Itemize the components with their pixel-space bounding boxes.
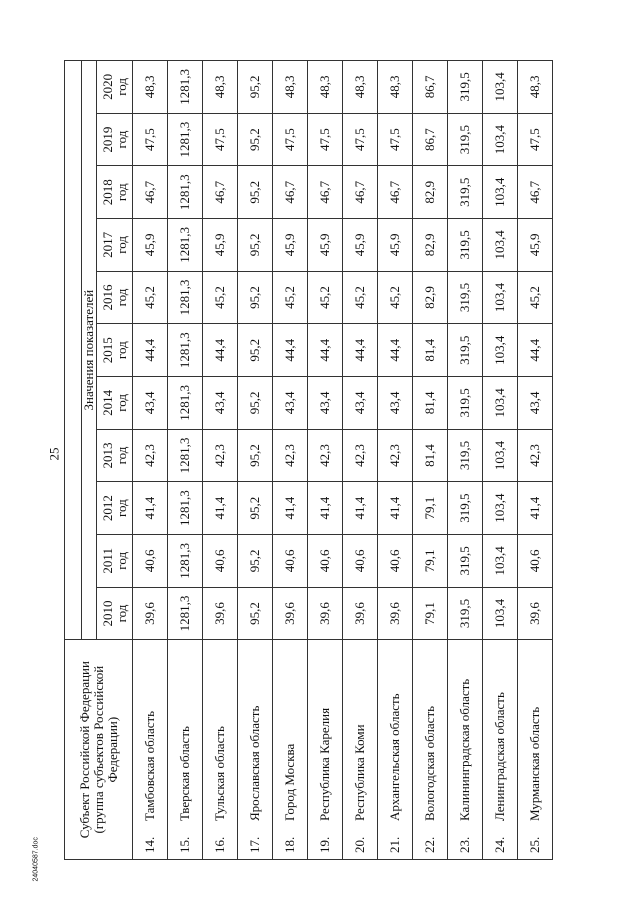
- value-cell: 48,3: [273, 61, 308, 114]
- value-cell: 1281,3: [168, 271, 203, 324]
- table-row: [483, 61, 518, 860]
- subject-name-cell: [308, 640, 343, 860]
- value-cell: 47,5: [203, 113, 238, 166]
- subject-name-cell: [273, 640, 308, 860]
- value-cell: 86,7: [413, 113, 448, 166]
- value-cell: 44,4: [343, 324, 378, 377]
- value-cell: 40,6: [343, 534, 378, 587]
- value-cell: 103,4: [483, 482, 518, 535]
- year-header: 2014 год: [97, 377, 133, 430]
- year-header: 2011 год: [97, 534, 133, 587]
- value-cell: 46,7: [203, 166, 238, 219]
- subject-name: Тульская область: [212, 726, 227, 821]
- indicators-table: [64, 60, 553, 860]
- value-cell: 43,4: [133, 377, 168, 430]
- value-cell: 44,4: [133, 324, 168, 377]
- year-header: 2018 год: [97, 166, 133, 219]
- year-header: 2019 год: [97, 113, 133, 166]
- value-cell: 45,9: [273, 219, 308, 272]
- value-cell: 79,1: [413, 587, 448, 640]
- row-number: 25.: [527, 836, 542, 853]
- subject-name-cell: [343, 640, 378, 860]
- value-cell: 82,9: [413, 219, 448, 272]
- document-code: 24040587.doc: [32, 837, 40, 882]
- year-header: 2017 год: [97, 219, 133, 272]
- value-cell: 103,4: [483, 166, 518, 219]
- table-row: [168, 61, 203, 860]
- row-number: 18.: [282, 836, 297, 853]
- subject-name: Республика Коми: [352, 724, 367, 821]
- table-row: [273, 61, 308, 860]
- value-cell: 44,4: [203, 324, 238, 377]
- value-cell: 319,5: [448, 166, 483, 219]
- value-cell: 46,7: [308, 166, 343, 219]
- subject-name: Тамбовская область: [142, 710, 157, 821]
- year-header: 2013 год: [97, 429, 133, 482]
- value-cell: 45,2: [203, 271, 238, 324]
- year-header: 2016 год: [97, 271, 133, 324]
- value-cell: 47,5: [133, 113, 168, 166]
- value-cell: 103,4: [483, 113, 518, 166]
- value-cell: 95,2: [238, 219, 273, 272]
- value-cell: 45,2: [343, 271, 378, 324]
- value-cell: 1281,3: [168, 377, 203, 430]
- value-cell: 41,4: [133, 482, 168, 535]
- value-cell: 42,3: [203, 429, 238, 482]
- table-row: [308, 61, 343, 860]
- value-cell: 43,4: [343, 377, 378, 430]
- value-cell: 95,2: [238, 482, 273, 535]
- row-number: 19.: [317, 836, 332, 853]
- value-cell: 44,4: [518, 324, 553, 377]
- subject-name-cell: [238, 640, 273, 860]
- row-number: 20.: [352, 836, 367, 853]
- value-cell: 103,4: [483, 429, 518, 482]
- table-body: [133, 61, 553, 860]
- value-cell: 319,5: [448, 482, 483, 535]
- value-cell: 319,5: [448, 377, 483, 430]
- value-cell: 95,2: [238, 377, 273, 430]
- row-number: 15.: [177, 836, 192, 853]
- value-cell: 86,7: [413, 61, 448, 114]
- value-cell: 40,6: [133, 534, 168, 587]
- value-cell: 103,4: [483, 587, 518, 640]
- value-cell: 1281,3: [168, 587, 203, 640]
- subject-name-cell: [168, 640, 203, 860]
- value-cell: 81,4: [413, 377, 448, 430]
- value-cell: 1281,3: [168, 113, 203, 166]
- table-row: [203, 61, 238, 860]
- row-number: 21.: [387, 836, 402, 853]
- value-cell: 103,4: [483, 219, 518, 272]
- value-cell: 48,3: [518, 61, 553, 114]
- subject-name: Ярославская область: [247, 705, 262, 821]
- value-cell: 319,5: [448, 429, 483, 482]
- value-cell: 47,5: [518, 113, 553, 166]
- value-cell: 47,5: [308, 113, 343, 166]
- value-cell: 46,7: [518, 166, 553, 219]
- value-cell: 1281,3: [168, 534, 203, 587]
- value-cell: 319,5: [448, 61, 483, 114]
- value-cell: 47,5: [378, 113, 413, 166]
- value-cell: 1281,3: [168, 482, 203, 535]
- value-cell: 45,2: [518, 271, 553, 324]
- value-cell: 48,3: [133, 61, 168, 114]
- value-cell: 43,4: [203, 377, 238, 430]
- table-row: [133, 61, 168, 860]
- value-cell: 42,3: [308, 429, 343, 482]
- table-row: [238, 61, 273, 860]
- subject-name-cell: [483, 640, 518, 860]
- value-cell: 319,5: [448, 324, 483, 377]
- year-header: 2012 год: [97, 482, 133, 535]
- header-spacer: [65, 61, 82, 640]
- value-cell: 43,4: [308, 377, 343, 430]
- value-cell: 41,4: [378, 482, 413, 535]
- value-cell: 39,6: [203, 587, 238, 640]
- value-cell: 95,2: [238, 324, 273, 377]
- subject-column-header: Субъект Российской Федерации (группа субъектов Российской Федерации): [65, 640, 133, 860]
- value-cell: 39,6: [343, 587, 378, 640]
- value-cell: 41,4: [308, 482, 343, 535]
- value-cell: 95,2: [238, 166, 273, 219]
- table-row: [378, 61, 413, 860]
- year-header: 2010 год: [97, 587, 133, 640]
- value-cell: 46,7: [133, 166, 168, 219]
- page-number: 25: [46, 447, 62, 461]
- value-cell: 40,6: [203, 534, 238, 587]
- value-cell: 103,4: [483, 61, 518, 114]
- subject-name-cell: [133, 640, 168, 860]
- value-cell: 39,6: [378, 587, 413, 640]
- table-row: [343, 61, 378, 860]
- value-cell: 95,2: [238, 113, 273, 166]
- value-cell: 45,9: [308, 219, 343, 272]
- value-cell: 45,9: [203, 219, 238, 272]
- value-cell: 95,2: [238, 271, 273, 324]
- value-cell: 43,4: [378, 377, 413, 430]
- subject-name: Город Москва: [282, 743, 297, 821]
- value-cell: 1281,3: [168, 61, 203, 114]
- value-cell: 45,9: [343, 219, 378, 272]
- value-cell: 46,7: [343, 166, 378, 219]
- value-cell: 46,7: [273, 166, 308, 219]
- value-cell: 45,9: [518, 219, 553, 272]
- value-cell: 39,6: [273, 587, 308, 640]
- value-cell: 39,6: [133, 587, 168, 640]
- value-cell: 45,2: [308, 271, 343, 324]
- value-cell: 1281,3: [168, 324, 203, 377]
- value-cell: 40,6: [273, 534, 308, 587]
- subject-name-cell: [203, 640, 238, 860]
- subject-name-cell: [378, 640, 413, 860]
- rotated-table-container: [64, 60, 544, 860]
- value-cell: 319,5: [448, 534, 483, 587]
- value-cell: 48,3: [203, 61, 238, 114]
- value-cell: 48,3: [343, 61, 378, 114]
- value-cell: 43,4: [518, 377, 553, 430]
- row-number: 16.: [212, 836, 227, 853]
- value-cell: 95,2: [238, 61, 273, 114]
- value-cell: 44,4: [308, 324, 343, 377]
- subject-name-cell: [448, 640, 483, 860]
- subject-name-cell: [413, 640, 448, 860]
- value-cell: 103,4: [483, 534, 518, 587]
- value-cell: 319,5: [448, 587, 483, 640]
- value-cell: 44,4: [378, 324, 413, 377]
- value-cell: 45,2: [273, 271, 308, 324]
- subject-name: Мурманская область: [527, 706, 542, 821]
- value-cell: 42,3: [518, 429, 553, 482]
- row-number: 14.: [142, 836, 157, 853]
- row-number: 22.: [422, 836, 437, 853]
- value-cell: 95,2: [238, 587, 273, 640]
- value-cell: 81,4: [413, 324, 448, 377]
- value-cell: 39,6: [308, 587, 343, 640]
- subject-name: Республика Карелия: [317, 707, 332, 821]
- table-row: [413, 61, 448, 860]
- value-cell: 47,5: [273, 113, 308, 166]
- value-cell: 47,5: [343, 113, 378, 166]
- value-cell: 45,9: [378, 219, 413, 272]
- value-cell: 40,6: [308, 534, 343, 587]
- value-cell: 1281,3: [168, 166, 203, 219]
- value-cell: 95,2: [238, 534, 273, 587]
- row-number: 24.: [492, 836, 507, 853]
- value-cell: 41,4: [518, 482, 553, 535]
- table-row: [518, 61, 553, 860]
- value-cell: 40,6: [378, 534, 413, 587]
- value-cell: 319,5: [448, 113, 483, 166]
- subject-name: Тверская область: [177, 726, 192, 821]
- value-cell: 42,3: [133, 429, 168, 482]
- value-cell: 79,1: [413, 534, 448, 587]
- value-cell: 1281,3: [168, 219, 203, 272]
- value-cell: 46,7: [378, 166, 413, 219]
- table-row: [448, 61, 483, 860]
- value-cell: 42,3: [273, 429, 308, 482]
- values-group-header: Значения показателей: [82, 61, 97, 640]
- value-cell: 103,4: [483, 324, 518, 377]
- year-header: 2015 год: [97, 324, 133, 377]
- row-number: 23.: [457, 836, 472, 853]
- value-cell: 45,9: [133, 219, 168, 272]
- subject-name-cell: [518, 640, 553, 860]
- value-cell: 48,3: [308, 61, 343, 114]
- value-cell: 95,2: [238, 429, 273, 482]
- subject-name: Ленинградская область: [492, 692, 507, 821]
- value-cell: 103,4: [483, 271, 518, 324]
- subject-name: Архангельская область: [387, 693, 402, 821]
- row-number: 17.: [247, 836, 262, 853]
- value-cell: 41,4: [273, 482, 308, 535]
- value-cell: 1281,3: [168, 429, 203, 482]
- value-cell: 42,3: [378, 429, 413, 482]
- year-header: 2020 год: [97, 61, 133, 114]
- value-cell: 319,5: [448, 219, 483, 272]
- value-cell: 48,3: [378, 61, 413, 114]
- value-cell: 41,4: [343, 482, 378, 535]
- value-cell: 44,4: [273, 324, 308, 377]
- value-cell: 45,2: [378, 271, 413, 324]
- value-cell: 45,2: [133, 271, 168, 324]
- value-cell: 43,4: [273, 377, 308, 430]
- value-cell: 39,6: [518, 587, 553, 640]
- value-cell: 42,3: [343, 429, 378, 482]
- value-cell: 103,4: [483, 377, 518, 430]
- subject-name: Калининградская область: [457, 678, 472, 821]
- value-cell: 82,9: [413, 166, 448, 219]
- value-cell: 40,6: [518, 534, 553, 587]
- value-cell: 79,1: [413, 482, 448, 535]
- value-cell: 41,4: [203, 482, 238, 535]
- value-cell: 82,9: [413, 271, 448, 324]
- value-cell: 319,5: [448, 271, 483, 324]
- value-cell: 81,4: [413, 429, 448, 482]
- subject-name: Вологодская область: [422, 705, 437, 821]
